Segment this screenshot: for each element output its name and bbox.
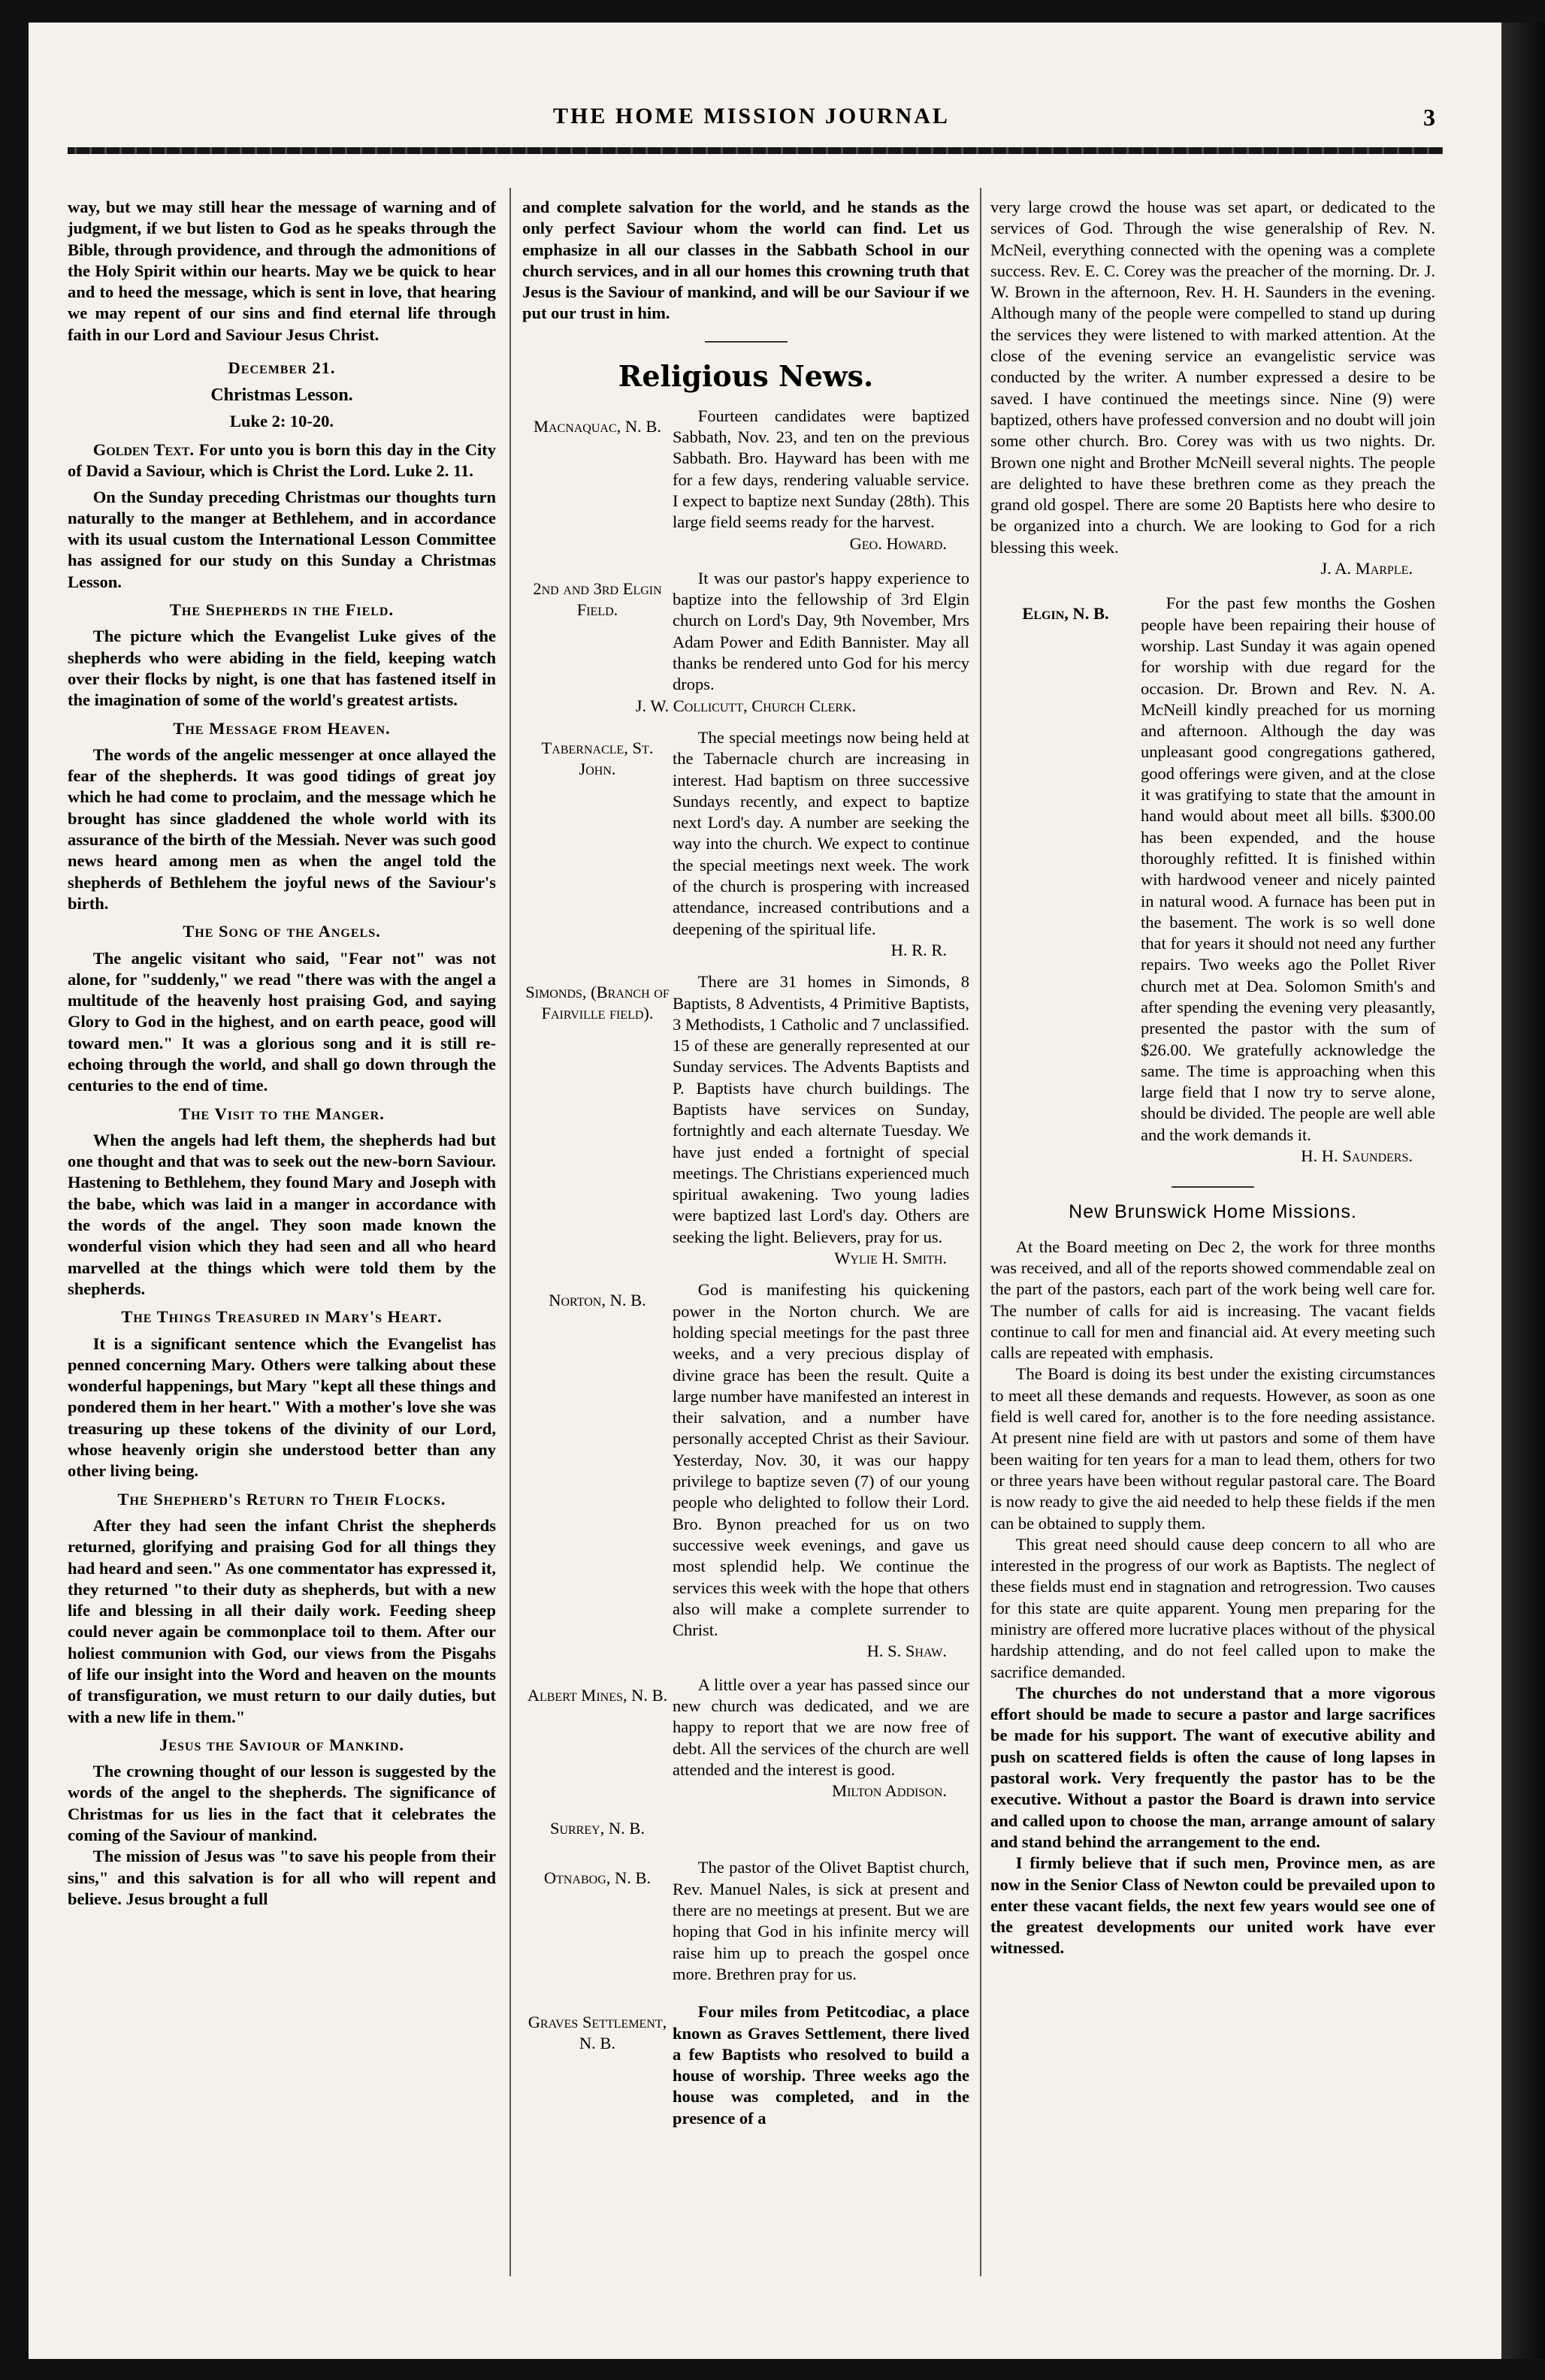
news-text: The special meetings now being held at the Tabernacle church are increasing in interest. Had baptism on three successive Sundays recently, and expect to baptize next Lord's day. A number are seeking the way into the church. We expect to continue the special meetings next week. The work of the church is prospering with increased attendance, increased contributions and a deepening of the spiritual life. bbox=[673, 727, 969, 938]
paragraph: This great need should cause deep concern to all who are interested in the progress of our work as Baptists. The neglect of these fields must end in stagnation and retrogression. Two causes for this state are quite apparent. Young men preparing for the ministry are offered more lucrative places without of the physical hardship attending, and do not feel called upon to make the sacrifice demanded. bbox=[990, 1534, 1435, 1681]
news-signature: H. R. R. bbox=[890, 940, 947, 959]
news-text: It was our pastor's happy experience to baptize into the fellowship of 3rd Elgin church on Lord's Day, 9th November, Mrs Adam Power and Edith Bannister. May all thanks be rendered unto God for his mercy drops. bbox=[673, 568, 969, 694]
paragraph: At the Board meeting on Dec 2, the work for three months was received, and all of the reports showed commendable zeal on the part of the pastors, each part of the work being well care for. The number of calls for aid is increasing. The vacant fields continue to call for men and financial aid. At every meeting such calls are repeated with emphasis. bbox=[990, 1237, 1435, 1363]
paragraph: The churches do not understand that a more vigorous effort should be made to secure a pastor and large sacrifices be made for his support. The want of executive ability and push on scattered fields is often the cause of long lapses in pastoral work. Very frequently the pastor has to be the executive. Without a pastor the Board is drawn into service and called upon to choose the man, arrange amount of salary and stand behind the arrangement to the end. bbox=[990, 1683, 1435, 1851]
news-text: God is manifesting his quickening power in the Norton church. We are holding special meetings for the past three weeks, and a very precious display of divine grace has been the result. Quite a large number have manifested an interest in their salvation, and a number have personally accepted Christ as their Saviour. Yesterday, Nov. 30, it was our happy privilege to baptize seven (7) of our young people who delighted to follow their Lord. Bro. Bynon preached for us on two successive week evenings, and gave us most splendid help. We continue the services this week with the hope that others also will make a complete surrender to Christ. bbox=[673, 1280, 969, 1640]
news-place: Tabernacle, St. John. bbox=[541, 738, 654, 778]
lesson-date: December 21. bbox=[228, 358, 336, 378]
section-heading: The Visit to the Manger. bbox=[179, 1104, 385, 1123]
section-heading: The Shepherds in the Field. bbox=[169, 600, 395, 620]
paragraph: I firmly believe that if such men, Province men, as are now in the Senior Class of Newton could be prevailed upon to enter these vacant fields, the next few years would see one of the greatest developments our united work have ever witnessed. bbox=[990, 1853, 1435, 1958]
news-place: Graves Settlement, N. B. bbox=[528, 2013, 667, 2053]
news-text: The pastor of the Olivet Baptist church, Rev. Manuel Nales, is sick at present and there are no meetings at present. But we are hoping that God in his infinite mercy will raise him up to preach the gospel once more. Brethren pray for us. bbox=[673, 1858, 969, 1983]
news-place: Simonds, (Branch of Fairville field). bbox=[525, 983, 670, 1023]
paragraph: The Board is doing its best under the existing circumstances to meet all these demands and requests. However, as soon as one field is well cared for, another is to the fore needing assistance. At present nine field are with ut pastors and some of them have been waiting for ten years for a man to lead them, others for two or three years have been without regular pastoral care. The Board is now ready to give the aid needed to help these fields if the men can be obtained to supply them. bbox=[990, 1364, 1435, 1533]
lesson-title: Christmas Lesson. bbox=[210, 385, 353, 406]
paragraph: After they had seen the infant Christ the shepherds returned, glorifying and praising God for all things they had heard and seen." As one commentator has expressed it, they returned "to their duty as shepherds, but with a new life and blessing in all their daily work. Feeding sheep could never again be commonplace toil to them. After our holiest communion with God, our views from the Pisgahs of life our insight into the Word and heaven on the mounts of transfiguration, we must return to our daily duties, but with a new life in them." bbox=[68, 1515, 496, 1726]
paragraph: On the Sunday preceding Christmas our thoughts turn naturally to the manger at Bethlehem, and in accordance with its usual custom the International Lesson Committee has assigned for our study on this Sunday a Christmas Lesson. bbox=[68, 487, 496, 591]
news-text: Fourteen candidates were baptized Sabbath, Nov. 23, and ten on the previous Sabbath. Bro. Hayward has been with me for a few days, rendering valuable service. I expect to baptize next Sunday (28th). This large field seems ready for the harvest. bbox=[673, 406, 969, 532]
journal-title: THE HOME MISSION JOURNAL bbox=[553, 104, 950, 128]
golden-text-label: Golden Text. bbox=[92, 439, 195, 459]
paragraph: The mission of Jesus was "to save his people from their sins," and this salvation is for all who will repent and believe. Jesus brought a full bbox=[68, 1847, 496, 1908]
section-heading: The Shepherd's Return to Their Flocks. bbox=[117, 1489, 446, 1509]
lesson-intro: way, but we may still hear the message of warning and of judgment, if we but listen to God as he speaks through the Bible, through providence, and through the admonitions of the Holy Spirit within our hearts. May we be quick to hear and to heed the message, which is sent in love, that hearing we may repent of our sins and find eternal life through faith in our Lord and Saviour Jesus Christ. bbox=[68, 198, 496, 344]
column-1 bbox=[68, 197, 496, 1910]
column-rule bbox=[980, 188, 981, 2276]
divider bbox=[1172, 1186, 1254, 1188]
news-signature: Milton Addison. bbox=[832, 1781, 947, 1801]
news-item bbox=[522, 406, 969, 533]
paragraph: It is a significant sentence which the Evangelist has penned concerning Mary. Others were talking about these wonderful happenings, but Mary "kept all these things and pondered them in her heart." With a mother's love she was treasuring up these tokens of the divinity of our Lord, whose heavenly origin she understood better than any other living being. bbox=[68, 1333, 496, 1481]
paragraph: The angelic visitant who said, "Fear not" was not alone, for "suddenly," we read "there was with the angel a multitude of the heavenly host praising God, and saying Glory to God in the highest, and on earth peace, good will toward men." It was a glorious song and it is still re-echoing through the world, and shall go down through the centuries to the end of time. bbox=[68, 948, 496, 1095]
section-heading: The Message from Heaven. bbox=[173, 718, 391, 738]
news-place: Macnaquac, N. B. bbox=[533, 416, 662, 436]
news-signature: J. A. Marple. bbox=[1320, 559, 1413, 578]
news-place: Elgin, N. B. bbox=[1022, 604, 1109, 624]
news-text: For the past few months the Goshen people have been repairing their house of worship. Last Sunday it was again opened for worship with due regard for the occasion. Dr. Brown and Rev. N. A. McNeill kindly preached for us morning and afternoon. Although the day was unpleasant good congregations gathered, good offerings were given, and at the close it was gratifying to state that the amount in hand would about meet all bills. $300.00 has been expended, and the house thoroughly refitted. It is finished within with hardwood veneer and nicely painted in natural wood. A furnace has been put in the basement. The work is so well done that for years it should not need any further repairs. Two weeks ago the Pollet River church met at Dea. Solomon Smith's and after spending the evening very pleasantly, presented the pastor with the sum of $26.00. We gratefully acknowledge the same. The time is approaching when this large field that I now try to serve alone, should be divided. The people are well able and the work demands it. bbox=[1141, 593, 1435, 1144]
column-3 bbox=[990, 197, 1435, 1959]
masthead bbox=[68, 104, 1435, 147]
paragraph: The crowning thought of our lesson is suggested by the words of the angel to the shepherds. The significance of Christmas for us lies in the fact that it celebrates the coming of the Saviour of mankind. bbox=[68, 1762, 496, 1845]
news-signature: H. S. Shaw. bbox=[866, 1642, 947, 1661]
news-signature: Geo. Howard. bbox=[849, 533, 947, 553]
page-number: 3 bbox=[1423, 104, 1435, 131]
news-place: Otnabog, N. B. bbox=[543, 1868, 652, 1888]
news-text: A little over a year has passed since our new church was dedicated, and we are happy to report that we are now free of debt. All the services of the church are well attended and the interest is good. bbox=[673, 1675, 969, 1779]
section-heading: Jesus the Saviour of Mankind. bbox=[159, 1735, 404, 1754]
paragraph: The picture which the Evangelist Luke gives of the shepherds who were abiding in the field, keeping watch over their flocks by night, is one that has fastened itself in the imagination of some of the world's greatest artists. bbox=[68, 627, 496, 710]
news-text: Four miles from Petitcodiac, a place known as Graves Settlement, there lived a few Baptists who resolved to build a house of worship. Three weeks ago the house was completed, and in the presence of a bbox=[673, 2002, 969, 2128]
golden-text-body: For unto you is born this day in the City of David a Saviour, which is Christ the Lord. Luke 2. 11. bbox=[68, 439, 497, 481]
page-edge-shadow bbox=[1501, 23, 1545, 2359]
news-item bbox=[522, 2001, 969, 2129]
paragraph: The words of the angelic messenger at once allayed the fear of the shepherds. It was good tidings of great joy which he had come to proclaim, and the message which he brought has since gladdened the whole world with its assurance of the birth of the Messiah. Never was such good news heard among men as when the angel told the shepherds of Bethlehem the joyful news of the Saviour's birth. bbox=[68, 745, 496, 913]
news-item bbox=[522, 1857, 969, 1985]
divider bbox=[705, 341, 788, 343]
news-place: Albert Mines, N. B. bbox=[527, 1685, 668, 1705]
golden-text bbox=[68, 439, 496, 482]
news-item bbox=[990, 593, 1435, 1146]
news-item bbox=[522, 1675, 969, 1780]
news-item bbox=[522, 1279, 969, 1641]
section-heading: The Song of the Angels. bbox=[183, 922, 381, 941]
news-signature: H. H. Saunders. bbox=[1301, 1146, 1413, 1166]
column-2 bbox=[522, 197, 969, 2129]
news-item bbox=[522, 568, 969, 696]
news-signature: Wylie H. Smith. bbox=[834, 1249, 947, 1268]
news-signature: J. W. Collicutt, Church Clerk. bbox=[635, 696, 857, 715]
news-item bbox=[522, 1818, 969, 1839]
section-heading: The Things Treasured in Mary's Heart. bbox=[121, 1307, 443, 1327]
news-place: Surrey, N. B. bbox=[549, 1819, 646, 1838]
nb-missions-heading: New Brunswick Home Missions. bbox=[1069, 1201, 1357, 1223]
news-place: Norton, N. B. bbox=[549, 1291, 646, 1310]
news-continuation: very large crowd the house was set apart, or dedicated to the services of God. Through the wise generalship of Rev. N. McNeil, everything connected with the opening was a complete success. Rev. E. C. Corey was the preacher of the morning. Dr. J. W. Brown in the afternoon, Rev. H. H. Saunders in the evening. Although many of the people were compelled to stand up during the services they were listened to with marked attention. At the close of the evening service an evangelistic service was conducted by the writer. A number expressed a desire to be saved. I have continued the meetings since. Nine (9) were baptized, others have professed conversion and no doubt will join some other church. Bro. Corey was with us two nights. Dr. Brown one night and Brother McNeill several nights. The people are delighted to have these brethren come as they preach the grand old gospel. There are some 20 Baptists here who desire to be organized into a church. We are looking to God for a rich blessing this week. bbox=[990, 198, 1435, 557]
lesson-reference: Luke 2: 10-20. bbox=[229, 411, 334, 430]
news-item bbox=[522, 727, 969, 940]
news-place: 2nd and 3rd Elgin Field. bbox=[533, 578, 662, 619]
news-item bbox=[522, 971, 969, 1248]
lesson-continuation: and complete salvation for the world, and he stands as the only perfect Saviour whom the world can find. Let us emphasize in all our classes in the Sabbath School in our church services, and in all our homes this crowning truth that Jesus is the Saviour of mankind, and will be our Saviour if we put our trust in him. bbox=[522, 198, 969, 323]
paragraph: When the angels had left them, the shepherds had but one thought and that was to seek out the new-born Saviour. Hastening to Bethlehem, they found Mary and Joseph with the babe, which was laid in a manger in accordance with the words of the angel. They soon made known the wonderful vision which they had seen and all who heard marvelled at the things which were told them by the shepherds. bbox=[68, 1130, 496, 1298]
column-rule bbox=[509, 188, 511, 2276]
news-text: There are 31 homes in Simonds, 8 Baptists, 8 Adventists, 4 Primitive Baptists, 3 Methodists, 1 Catholic and 7 unclassified. 15 of these are generally represented at our Sunday services. The Advents Baptists and P. Baptists have church buildings. The Baptists have services on Sunday, fortnightly and each alternate Tuesday. We have just ended a fortnight of special meetings. The Christians experienced much spiritual awakening. Two young ladies were baptized last Lord's day. Others are seeking the light. Believers, pray for us. bbox=[673, 972, 969, 1246]
masthead-rule bbox=[68, 147, 1443, 154]
religious-news-heading: Religious News. bbox=[618, 358, 874, 393]
